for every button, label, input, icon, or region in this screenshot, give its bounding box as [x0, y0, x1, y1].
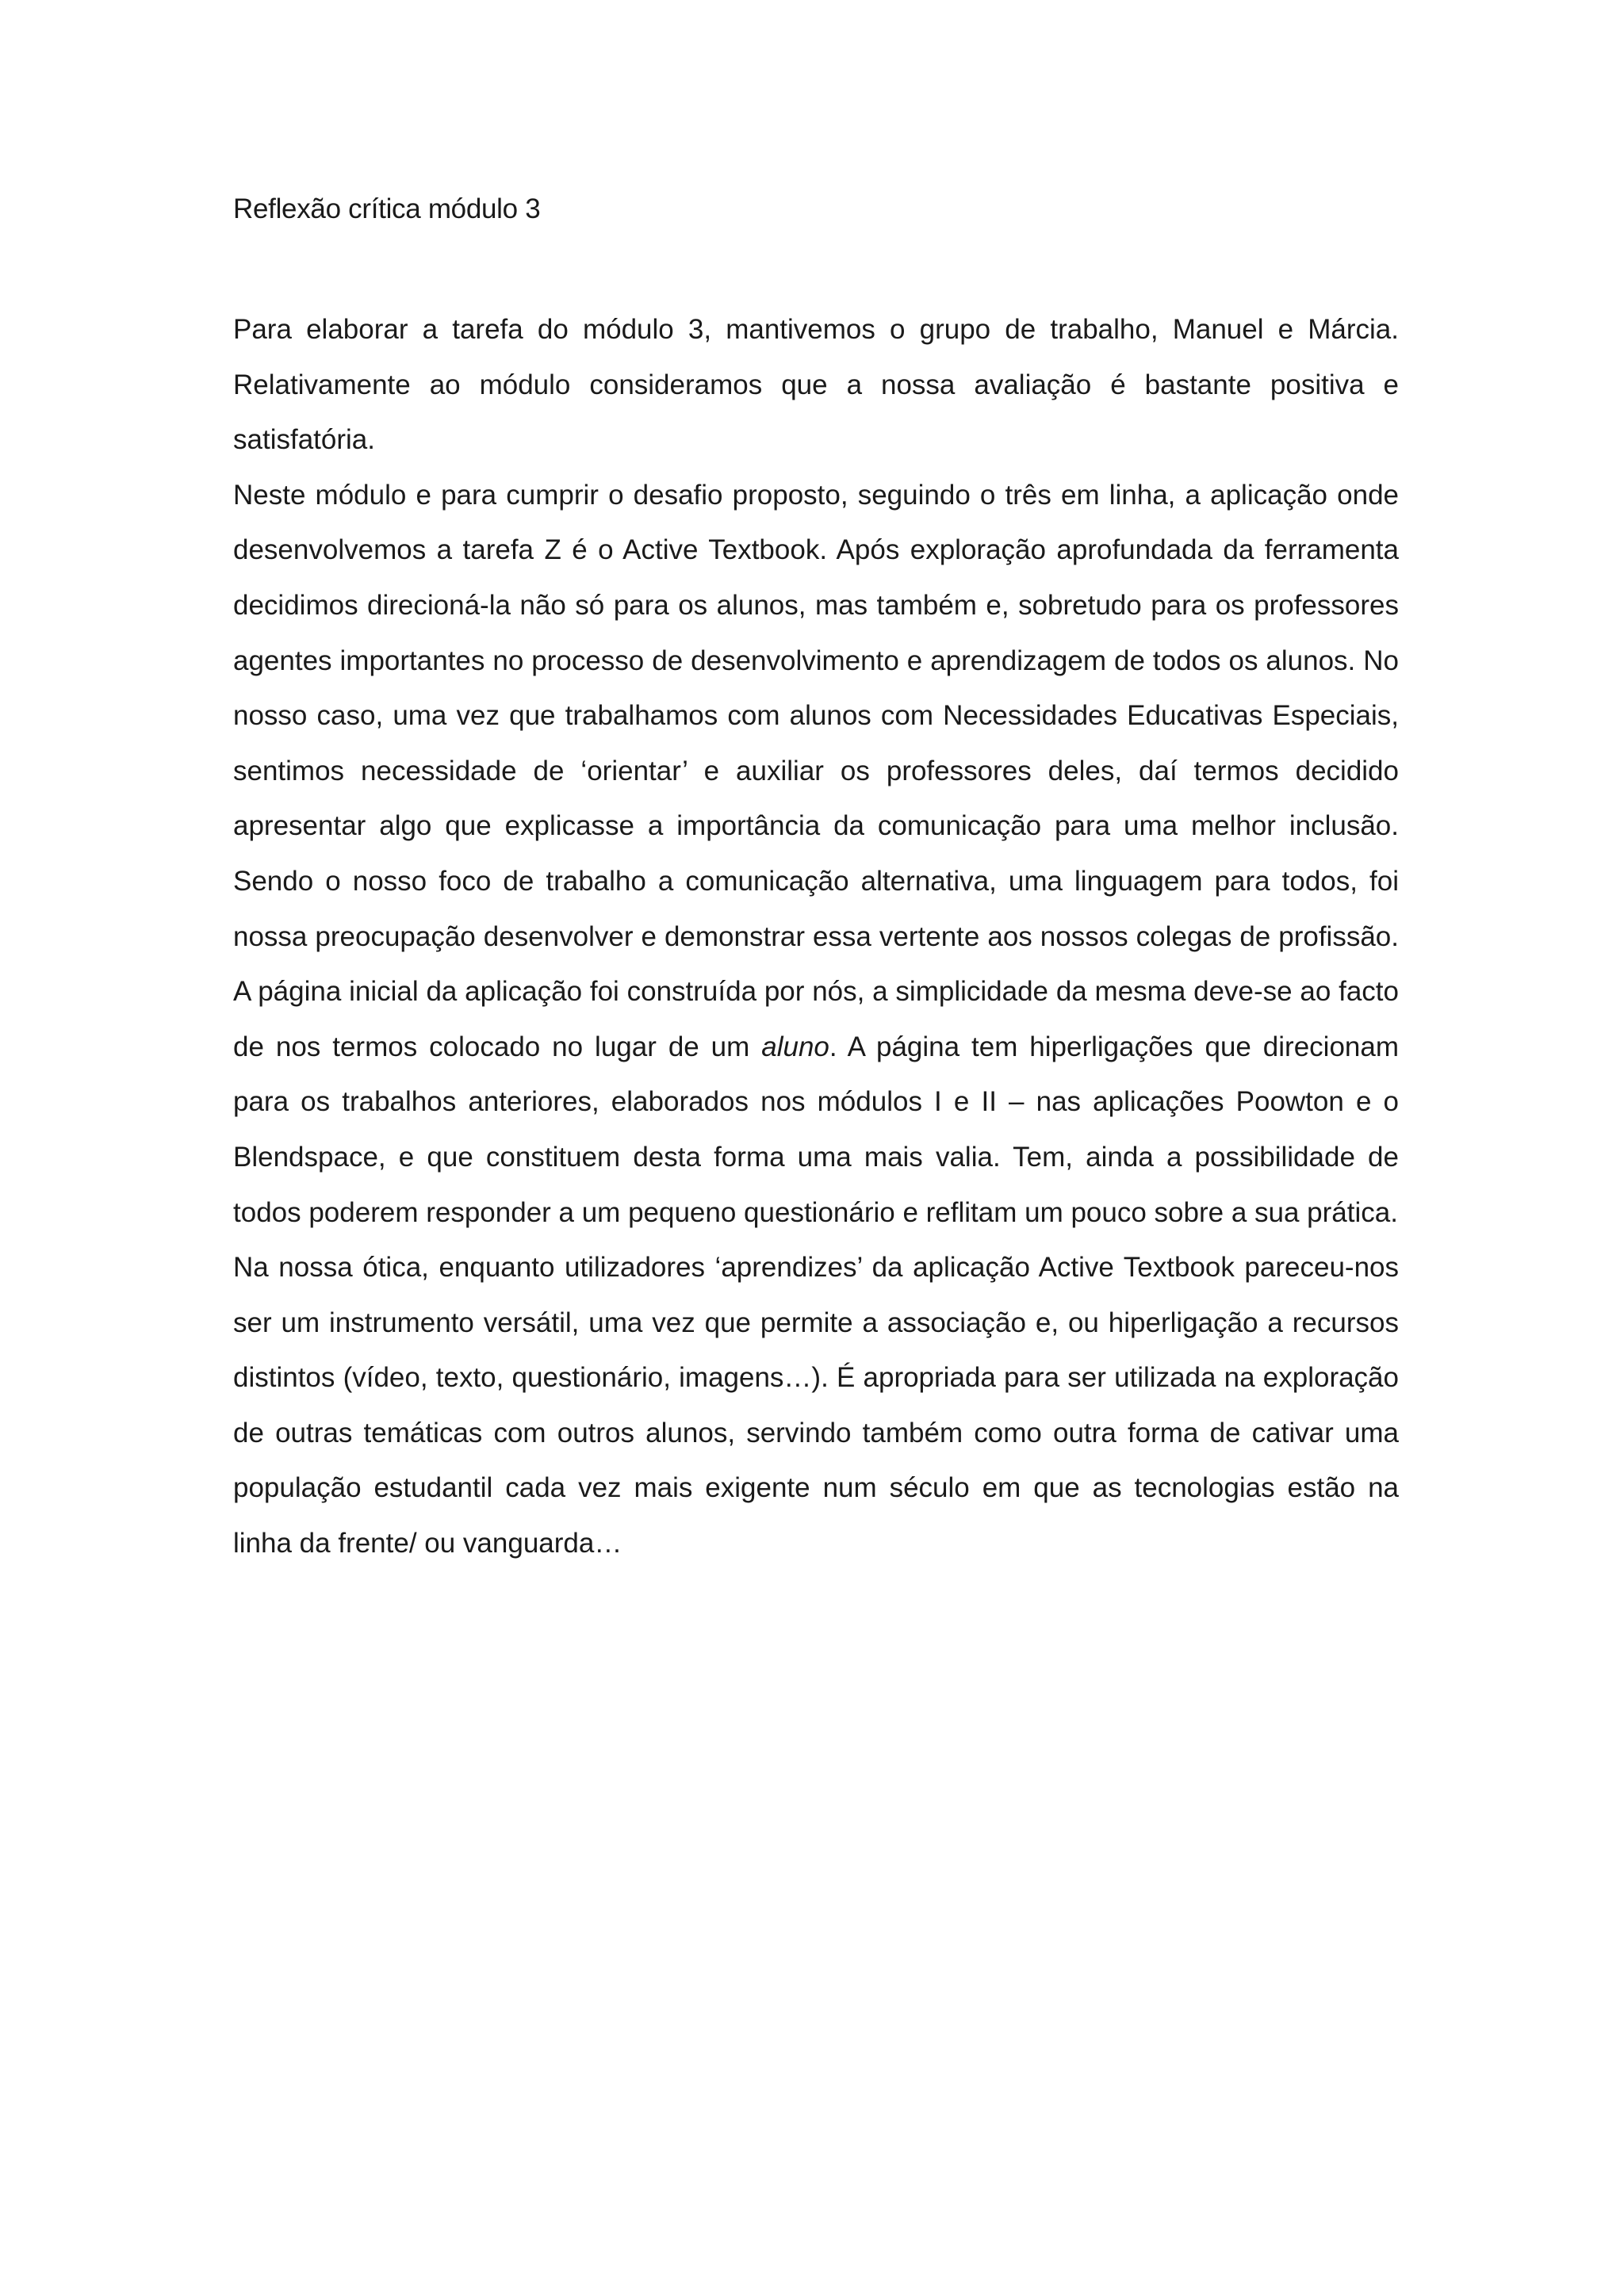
paragraph-2	[233, 468, 1399, 1240]
paragraph-2-text-start: Neste módulo e para cumprir o desafio proposto, seguindo o três em linha, a aplicação onde desenvolvemos a tarefa Z é o Active Textbook. Após exploração aprofundada da ferramenta decidimos direcioná-la não só para os alunos, mas também e, sobretudo para os professores agentes importantes no processo de desenvolvimento e aprendizagem de todos os alunos. No nosso caso, uma vez que trabalhamos com alunos com Necessidades Educativas Especiais, sentimos necessidade de ‘orientar’ e auxiliar os professores deles, daí termos decidido apresentar algo que explicasse a importância da comunicação para uma melhor inclusão. Sendo o nosso foco de trabalho a comunicação alternativa, uma linguagem para todos, foi nossa preocupação desenvolver e demonstrar essa vertente aos nossos colegas de profissão. A página inicial da aplicação foi construída por nós, a simplicidade da mesma deve-se ao facto de nos termos colocado no lugar de um	[233, 479, 1399, 1062]
document-title: Reflexão crítica módulo 3	[233, 193, 541, 224]
italic-word: aluno	[761, 1031, 829, 1062]
document-body	[233, 302, 1399, 1571]
paragraph-3: Na nossa ótica, enquanto utilizadores ‘aprendizes’ da aplicação Active Textbook pareceu-nos ser um instrumento versátil, uma vez que permite a associação e, ou hiperligação a recursos distintos (vídeo, texto, questionário, imagens…). É apropriada para ser utilizada na exploração de outras temáticas com outros alunos, servindo também como outra forma de cativar uma população estudantil cada vez mais exigente num século em que as tecnologias estão na linha da frente/ ou vanguarda…	[233, 1252, 1399, 1559]
paragraph-1: Para elaborar a tarefa do módulo 3, mantivemos o grupo de trabalho, Manuel e Márcia. Relativamente ao módulo consideramos que a nossa avaliação é bastante positiva e satisfatória.	[233, 314, 1399, 456]
paragraph-2-text-end: . A página tem hiperligações que direcionam para os trabalhos anteriores, elaborados nos módulos I e II – nas aplicações Poowton e o Blendspace, e que constituem desta forma uma mais valia. Tem, ainda a possibilidade de todos poderem responder a um pequeno questionário e reflitam um pouco sobre a sua prática.	[233, 1031, 1400, 1228]
